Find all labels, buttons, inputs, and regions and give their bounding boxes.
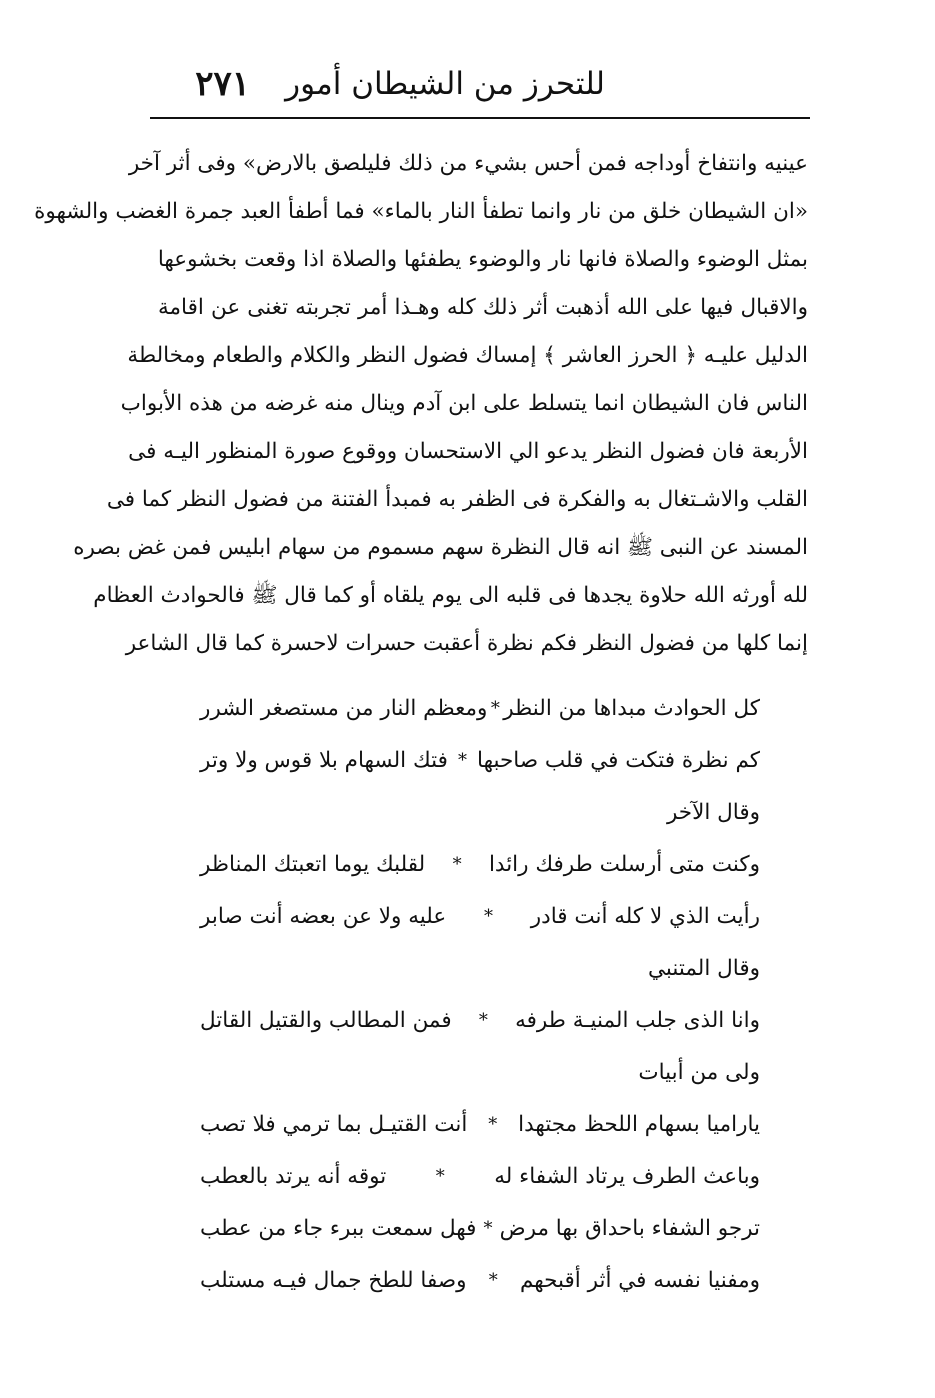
verse-separator: * bbox=[488, 1270, 498, 1291]
verse-second-hemistich: فمن المطالب والقتيل القاتل bbox=[200, 1008, 452, 1033]
verse-second-hemistich: أنت القتيـل بما ترمي فلا تصب bbox=[200, 1112, 468, 1137]
verse-line bbox=[200, 1151, 760, 1203]
header-rule bbox=[150, 117, 810, 119]
verse-separator: * bbox=[483, 906, 493, 927]
text-line: والاقبال فيها على الله أذهبت أثر ذلك كله وهـذا أمر تجربته تغنى عن اقامة bbox=[158, 295, 808, 320]
poem-attribution: وقال المتنبي bbox=[647, 956, 760, 981]
verse-line bbox=[200, 683, 760, 735]
verse-first-hemistich: وانا الذى جلب المنيـة طرفه bbox=[515, 1008, 760, 1033]
verse-first-hemistich: رأيت الذي لا كله أنت قادر bbox=[530, 904, 760, 929]
verse-second-hemistich: لقلبك يوما اتعبتك المناظر bbox=[200, 852, 426, 877]
text-line: المسند عن النبى ﷺ انه قال النظرة سهم مسموم من سهام ابليس فمن غض بصره bbox=[73, 535, 808, 560]
verse-separator: * bbox=[478, 1010, 488, 1031]
verse-second-hemistich: فتك السهام بلا قوس ولا وتر bbox=[200, 748, 448, 773]
verse-second-hemistich: وصفا للطخ جمال فيـه مستلب bbox=[200, 1268, 467, 1293]
verse-second-hemistich: ومعظم النار من مستصغر الشرر bbox=[200, 696, 488, 721]
verse-second-hemistich: توقه أنه يرتد بالعطب bbox=[200, 1164, 387, 1189]
page-header bbox=[150, 62, 810, 120]
text-line: عينيه وانتفاخ أوداجه فمن أحس بشيء من ذلك فليلصق بالارض» وفى أثر آخر bbox=[128, 151, 808, 176]
verse-line bbox=[200, 839, 760, 891]
text-line: لله أورثه الله حلاوة يجدها فى قلبه الى يوم يلقاه أو كما قال ﷺ فالحوادث العظام bbox=[93, 583, 808, 608]
verse-line bbox=[200, 1203, 760, 1255]
verse-separator: * bbox=[435, 1166, 445, 1187]
verse-line bbox=[200, 1099, 760, 1151]
text-line: «ان الشيطان خلق من نار وانما تطفأ النار بالماء» فما أطفأ العبد جمرة الغضب والشهوة bbox=[34, 199, 808, 224]
verse-separator: * bbox=[483, 1218, 493, 1239]
verse-separator: * bbox=[488, 1114, 498, 1135]
text-line: الدليل عليـه ﴿ الحرز العاشر ﴾ إمساك فضول النظر والكلام والطعام ومخالطة bbox=[127, 343, 808, 368]
verse-separator: * bbox=[452, 854, 462, 875]
verse-line bbox=[200, 1255, 760, 1307]
verse-second-hemistich: فهل سمعت ببرء جاء من عطب bbox=[200, 1216, 477, 1241]
verse-first-hemistich: ومفنيا نفسه في أثر أقبحهم bbox=[519, 1268, 760, 1293]
verse-separator: * bbox=[490, 698, 500, 719]
text-line: الناس فان الشيطان انما يتسلط على ابن آدم وينال منه غرضه من هذه الأبواب bbox=[120, 391, 808, 416]
text-line: القلب والاشـتغال به والفكرة فى الظفر به فمبدأ الفتنة من فضول النظر كما فى bbox=[106, 487, 808, 512]
poem-attribution: وقال الآخر bbox=[666, 800, 760, 825]
prose-paragraph bbox=[34, 140, 808, 668]
running-title: للتحرز من الشيطان أمور bbox=[285, 66, 605, 102]
text-line: بمثل الوضوء والصلاة فانها نار والوضوء يطفئها والصلاة اذا وقعت بخشوعها bbox=[157, 247, 808, 272]
poem-attribution: ولى من أبيات bbox=[638, 1060, 760, 1085]
text-line: الأربعة فان فضول النظر يدعو الي الاستحسان ووقوع صورة المنظور اليـه فى bbox=[128, 439, 808, 464]
verse-first-hemistich: وباعث الطرف يرتاد الشفاء له bbox=[494, 1164, 760, 1189]
verse-line bbox=[200, 735, 760, 787]
verse-first-hemistich: كل الحوادث مبداها من النظر bbox=[503, 696, 760, 721]
verse-first-hemistich: ترجو الشفاء باحداق بها مرض bbox=[499, 1216, 760, 1241]
text-line: إنما كلها من فضول النظر فكم نظرة أعقبت حسرات لاحسرة كما قال الشاعر bbox=[125, 631, 808, 656]
verse-first-hemistich: ياراميا بسهام اللحظ مجتهدا bbox=[518, 1112, 760, 1137]
verse-first-hemistich: كم نظرة فتكت في قلب صاحبها bbox=[477, 748, 760, 773]
verse-line bbox=[200, 891, 760, 943]
verse-first-hemistich: وكنت متى أرسلت طرفك رائدا bbox=[488, 852, 760, 877]
verse-second-hemistich: عليه ولا عن بعضه أنت صابر bbox=[200, 904, 447, 929]
verse-separator: * bbox=[457, 750, 467, 771]
page-number: ٢٧١ bbox=[195, 64, 250, 104]
verse-line bbox=[200, 995, 760, 1047]
poetry-block bbox=[200, 683, 760, 1307]
